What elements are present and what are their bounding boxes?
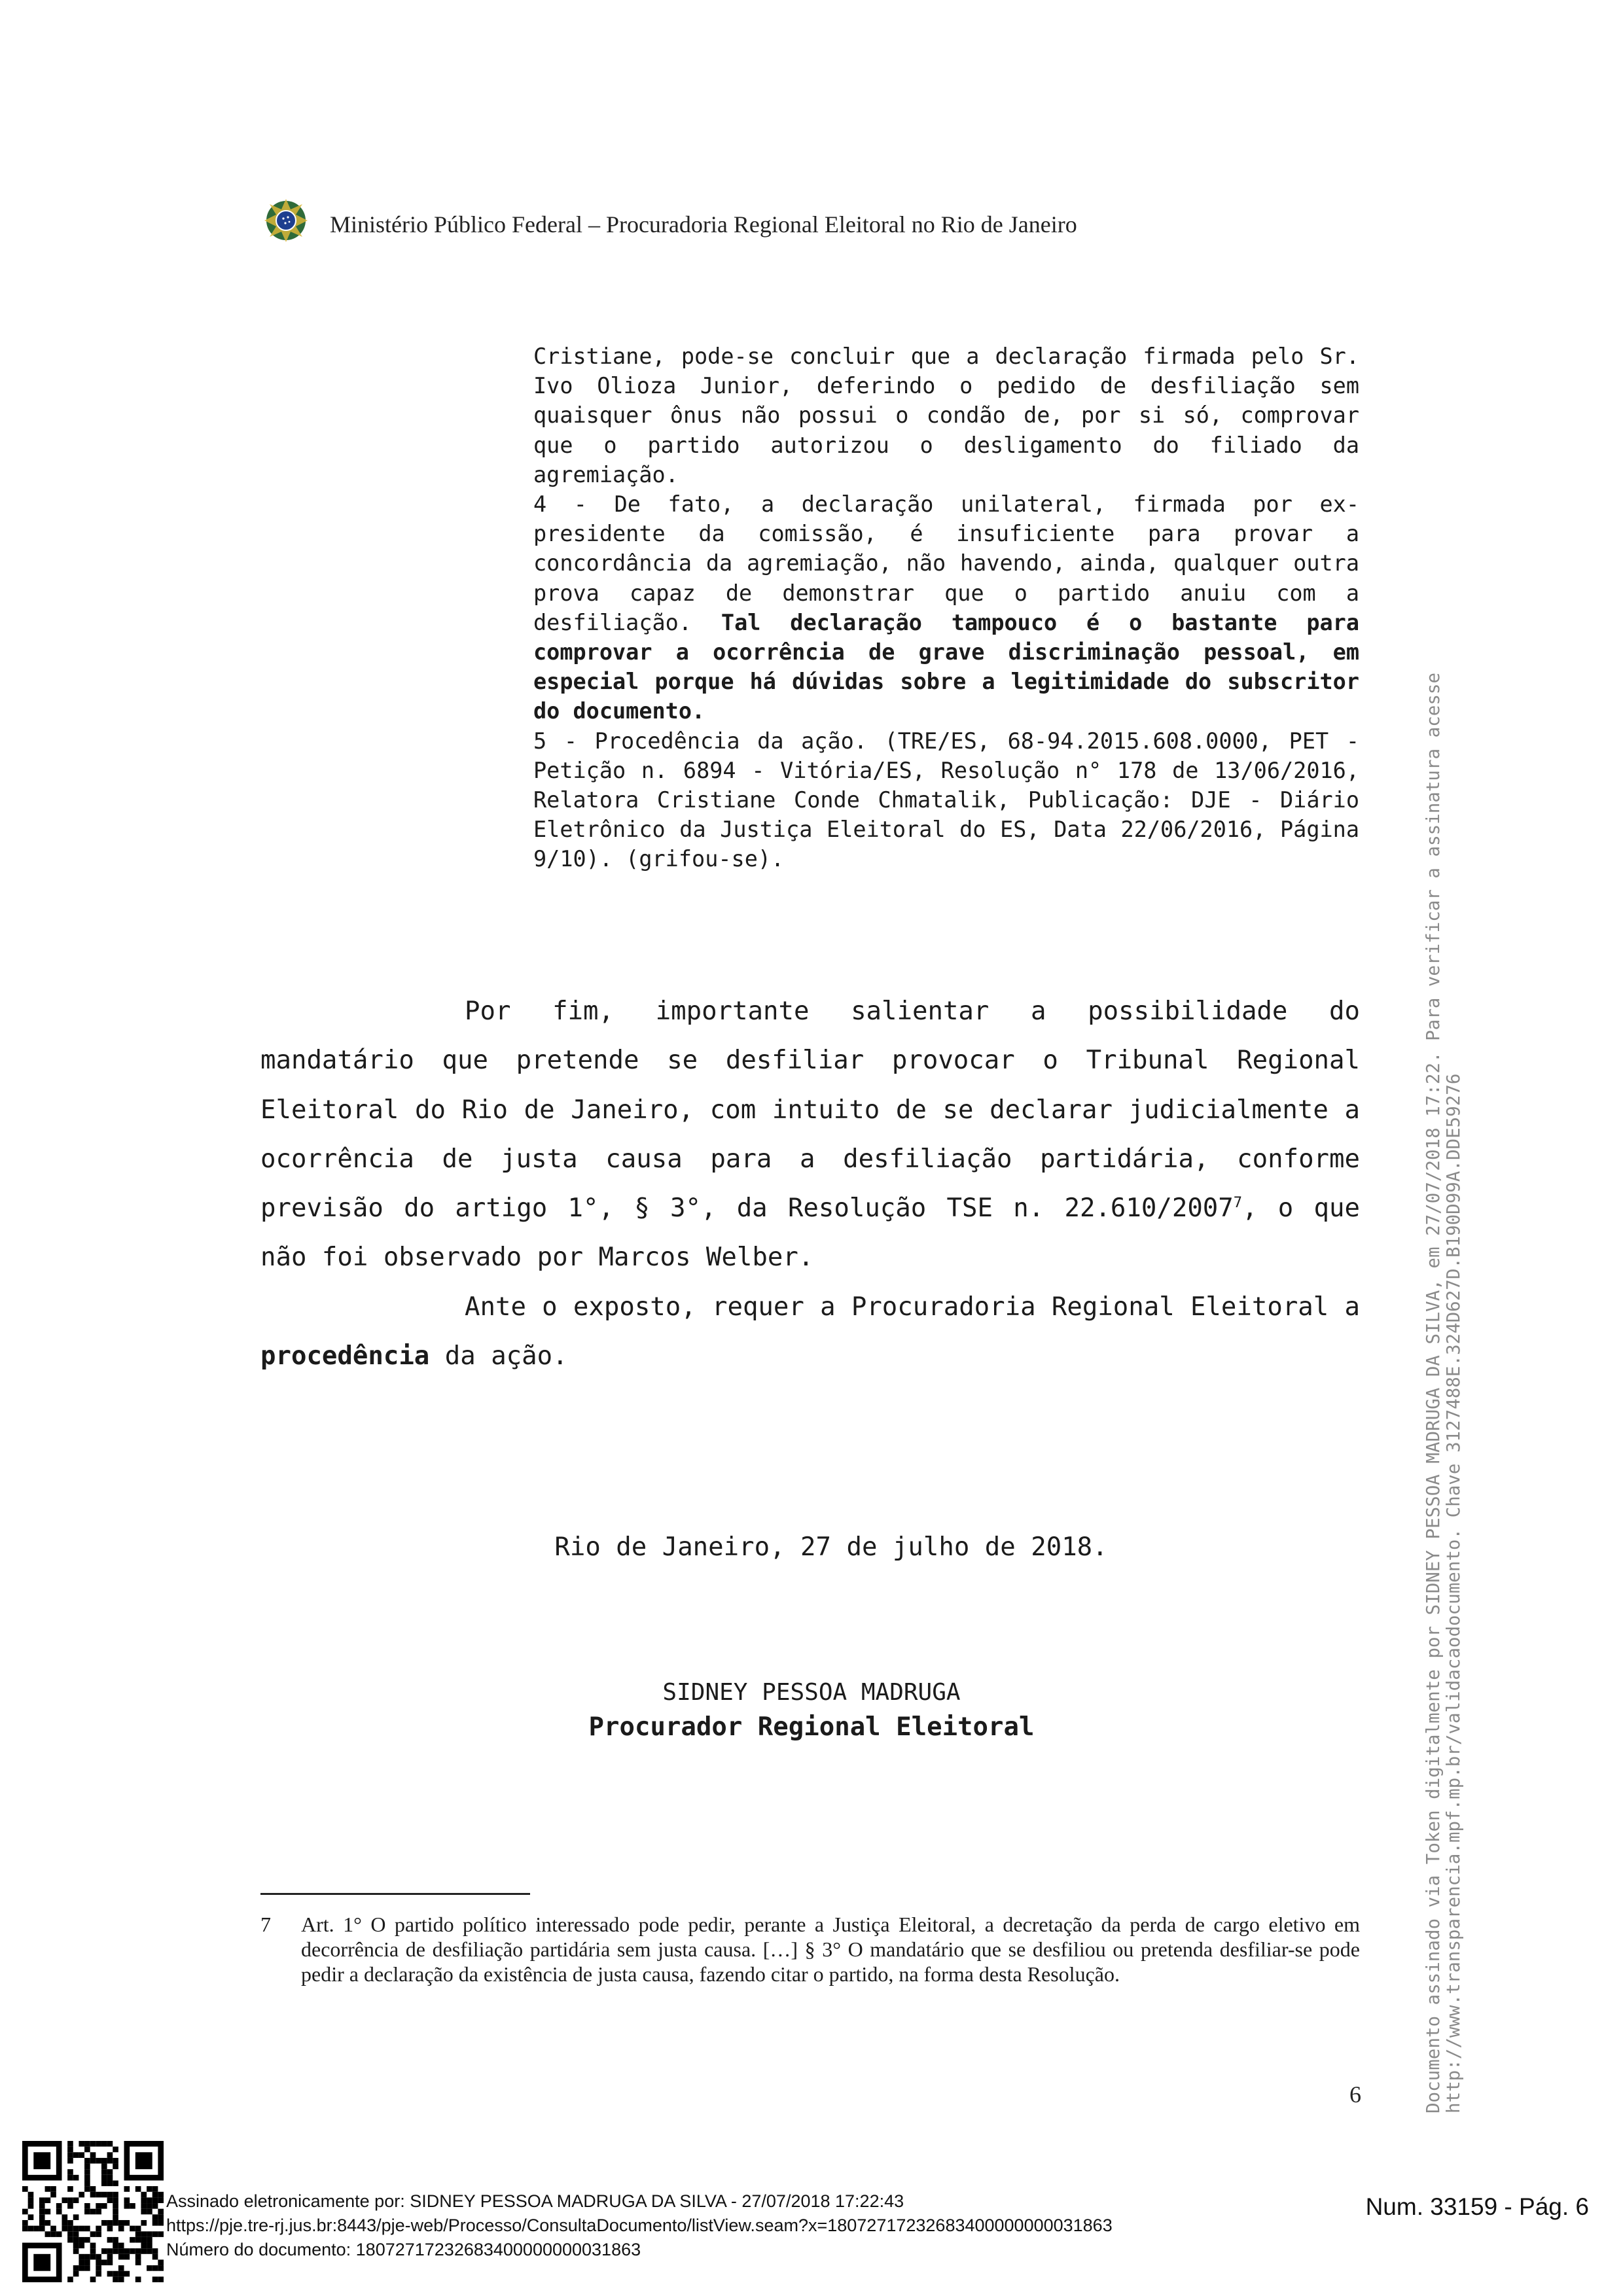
body-text-run: Ante o exposto, requer a Procuradoria Regional Eleitoral a [465,1292,1360,1322]
footnote-reference: 7 [1233,1195,1243,1212]
body-paragraph [260,1282,1360,1381]
quote-text: 4 - De fato, a declaração unilateral, firmada por ex-presidente da comissão, é insuficiente para provar a concordância da agremiação, não havendo, ainda, qualquer outra prova capaz de demonstrar que o partido anuiu com a desfiliação. [533,491,1359,635]
header-title: Ministério Público Federal – Procuradoria Regional Eleitoral no Rio de Janeiro [330,211,1077,238]
digital-signature-stamp [1423,673,1464,2113]
body-text-run: , o que não foi observado por Marcos Welber. [260,1193,1360,1273]
footnote-text: Art. 1° O partido político interessado pode pedir, perante a Justiça Eleitoral, a decretação da perda de cargo eletivo em decorrência de desfiliação partidária sem justa causa. […] § 3° O mandatário que se desfiliou ou pretenda desfiliar-se pode pedir a declaração da existência de justa causa, fazendo citar o partido, na forma desta Resolução. [301,1913,1360,1986]
body-paragraph [260,987,1360,1282]
document-number-line: Número do documento: 18072717232683400000000031863 [166,2240,641,2259]
document-header [262,196,1374,249]
jurisprudence-quote [533,342,1359,874]
verification-url[interactable]: https://pje.tre-rj.jus.br:8443/pje-web/Processo/ConsultaDocumento/listView.seam?x=18072717232683400000000031863 [166,2216,1113,2235]
signed-by-line: Assinado eletronicamente por: SIDNEY PESSOA MADRUGA DA SILVA - 27/07/2018 17:22:43 [166,2191,904,2211]
date-line: Rio de Janeiro, 27 de julho de 2018. [554,1532,1108,1562]
quote-bold-text: Tal declaração tampouco é o bastante para comprovar a ocorrência de grave discriminação pessoal, em especial porque há dúvidas sobre a legitimidade do subscritor do documento. [533,609,1360,724]
footnote [260,1912,1360,1987]
quote-paragraph: Cristiane, pode-se concluir que a declaração firmada pelo Sr. Ivo Olioza Junior, deferindo o pedido de desfiliação sem quaisquer ônus não possui o condão de, por si só, comprovar que o partido autorizou o desligamento do filiado da agremiação. [533,344,1359,487]
brazil-coat-of-arms-icon [262,196,310,245]
page-number: 6 [1349,2081,1361,2108]
signer-name: SIDNEY PESSOA MADRUGA [662,1679,961,1706]
document-page-reference: Num. 33159 - Pág. 6 [1365,2193,1589,2220]
body-text-run: Por fim, importante salientar a possibilidade do mandatário que pretende se desfiliar provocar o Tribunal Regional Eleitoral do Rio de Janeiro, com intuito de se declarar judicialmente a ocorrência de justa causa para a desfiliação partidária, conforme previsão do artigo 1°, § 3°, da Resolução TSE n. 22.610/2007 [260,997,1360,1224]
body-text-run: da ação. [429,1341,568,1371]
footnote-number: 7 [260,1913,271,1936]
footnote-divider [260,1893,530,1895]
electronic-signature-info [166,2189,1113,2262]
body-bold-text: procedência [260,1341,430,1371]
quote-paragraph [533,489,1359,726]
stamp-line: Documento assinado via Token digitalmente por SIDNEY PESSOA MADRUGA DA SILVA, em 27/07/2018 17:22. Para verificar a assinatura acesse [1423,672,1444,2113]
stamp-link[interactable]: http://www.transparencia.mpf.mp.br/validacaodocumento. Chave 3127488E.324D627D.B190D99A.DDE59276 [1443,1073,1464,2113]
body-text [260,987,1360,1381]
qr-code-icon [22,2141,164,2282]
signer-title: Procurador Regional Eleitoral [588,1712,1035,1742]
quote-paragraph: 5 - Procedência da ação. (TRE/ES, 68-94.2015.608.0000, PET - Petição n. 6894 - Vitória/ES, Resolução n° 178 de 13/06/2016, Relatora Cristiane Conde Chmatalik, Publicação: DJE - Diário Eletrônico da Justiça Eleitoral do ES, Data 22/06/2016, Página 9/10). (grifou-se). [533,728,1359,872]
